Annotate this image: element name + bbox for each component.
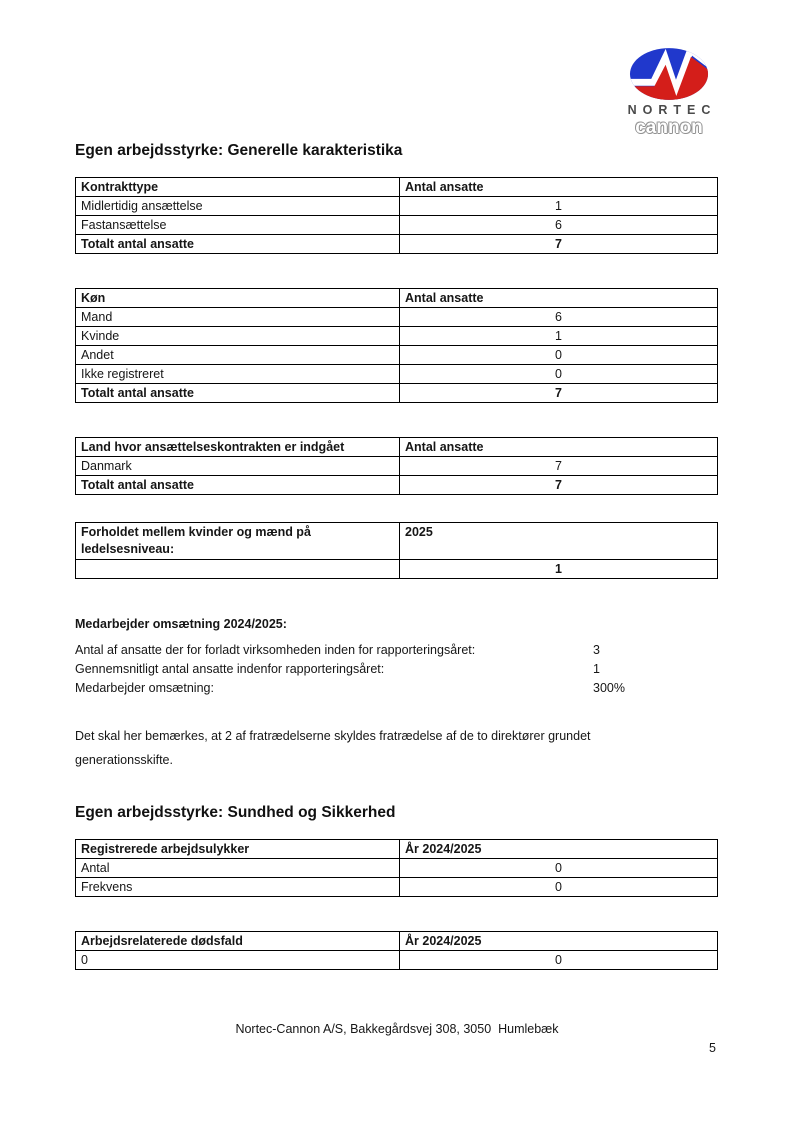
table-cell: 0 — [400, 878, 718, 897]
table-header-cell: Antal ansatte — [400, 178, 718, 197]
table-total-row — [76, 384, 718, 403]
turnover-note: Det skal her bemærkes, at 2 af fratrædelserne skyldes fratrædelse af de to direktører grundet generationsskifte. — [75, 729, 591, 767]
logo-text-cannon: cannon — [635, 117, 703, 138]
section-heading-generelle-karakteristika: Egen arbejdsstyrke: Generelle karakteristika — [75, 142, 403, 159]
table-header-row — [76, 840, 718, 859]
table-kontrakttype — [75, 177, 718, 254]
table-header-cell: Land hvor ansættelseskontrakten er indgået — [76, 438, 400, 457]
turnover-label: Gennemsnitligt antal ansatte indenfor rapporteringsåret: — [75, 662, 385, 676]
table-header-cell: Køn — [76, 289, 400, 308]
turnover-value: 300% — [593, 681, 625, 695]
table-cell: 6 — [400, 216, 718, 235]
table-cell: 0 — [400, 346, 718, 365]
table-cell: 1 — [400, 327, 718, 346]
table-row — [76, 216, 718, 235]
table-cell: Totalt antal ansatte — [76, 235, 400, 254]
table-cell: Fastansættelse — [76, 216, 400, 235]
table-cell: Totalt antal ansatte — [76, 476, 400, 495]
table-row — [76, 878, 718, 897]
table-doedsfald — [75, 931, 718, 970]
table-row — [76, 457, 718, 476]
table-header-row — [76, 438, 718, 457]
turnover-line — [75, 679, 718, 698]
page-number: 5 — [709, 1041, 716, 1055]
table-header-row — [76, 289, 718, 308]
table-cell: 7 — [400, 235, 718, 254]
turnover-label: Antal af ansatte der for forladt virksomheden inden for rapporteringsåret: — [75, 643, 476, 657]
turnover-value: 3 — [593, 643, 600, 657]
table-header-cell: Registrerede arbejdsulykker — [76, 840, 400, 859]
table-row — [76, 365, 718, 384]
table-header-cell: År 2024/2025 — [400, 932, 718, 951]
table-row — [76, 197, 718, 216]
turnover-lines — [75, 641, 718, 698]
turnover-label: Medarbejder omsætning: — [75, 681, 214, 695]
table-header-cell: 2025 — [400, 523, 718, 560]
table-cell: Midlertidig ansættelse — [76, 197, 400, 216]
table-row — [76, 859, 718, 878]
table-cell: 0 — [400, 859, 718, 878]
table-cell: Totalt antal ansatte — [76, 384, 400, 403]
table-arbejdsulykker — [75, 839, 718, 897]
table-header-cell: Arbejdsrelaterede dødsfald — [76, 932, 400, 951]
table-cell: Kvinde — [76, 327, 400, 346]
table-cell: 0 — [76, 951, 400, 970]
table-header-cell: Antal ansatte — [400, 438, 718, 457]
table-row — [76, 327, 718, 346]
table-cell: 7 — [400, 457, 718, 476]
table-land — [75, 437, 718, 495]
table-cell: Mand — [76, 308, 400, 327]
table-cell: Ikke registreret — [76, 365, 400, 384]
logo-text-nortec: NORTEC — [627, 103, 717, 117]
table-header-row — [76, 523, 718, 560]
turnover-value: 1 — [593, 662, 600, 676]
footer-address: Nortec-Cannon A/S, Bakkegårdsvej 308, 3050 Humlebæk — [235, 1022, 559, 1036]
turnover-line — [75, 660, 718, 679]
table-cell: 6 — [400, 308, 718, 327]
table-cell: 0 — [400, 365, 718, 384]
table-header-row — [76, 932, 718, 951]
table-cell: 1 — [400, 560, 718, 579]
table-cell: Antal — [76, 859, 400, 878]
table-ledelsesniveau — [75, 522, 718, 579]
table-header-cell: Kontrakttype — [76, 178, 400, 197]
table-cell — [76, 560, 400, 579]
table-row — [76, 951, 718, 970]
table-total-row — [76, 235, 718, 254]
table-row — [76, 308, 718, 327]
table-header-cell: År 2024/2025 — [400, 840, 718, 859]
table-koen — [75, 288, 718, 403]
table-header-cell: Forholdet mellem kvinder og mænd på ledelsesniveau: — [76, 523, 400, 560]
table-header-cell: Antal ansatte — [400, 289, 718, 308]
table-cell: 1 — [400, 197, 718, 216]
table-cell: 0 — [400, 951, 718, 970]
table-cell: 7 — [400, 476, 718, 495]
section-heading-sundhed-og-sikkerhed: Egen arbejdsstyrke: Sundhed og Sikkerhed — [75, 804, 396, 821]
document-content — [75, 0, 718, 970]
table-cell: 7 — [400, 384, 718, 403]
table-total-row — [76, 476, 718, 495]
table-cell: Andet — [76, 346, 400, 365]
table-cell: Frekvens — [76, 878, 400, 897]
table-row — [76, 560, 718, 579]
turnover-heading: Medarbejder omsætning 2024/2025: — [75, 617, 287, 631]
turnover-line — [75, 641, 718, 660]
table-row — [76, 346, 718, 365]
table-cell: Danmark — [76, 457, 400, 476]
table-header-row — [76, 178, 718, 197]
